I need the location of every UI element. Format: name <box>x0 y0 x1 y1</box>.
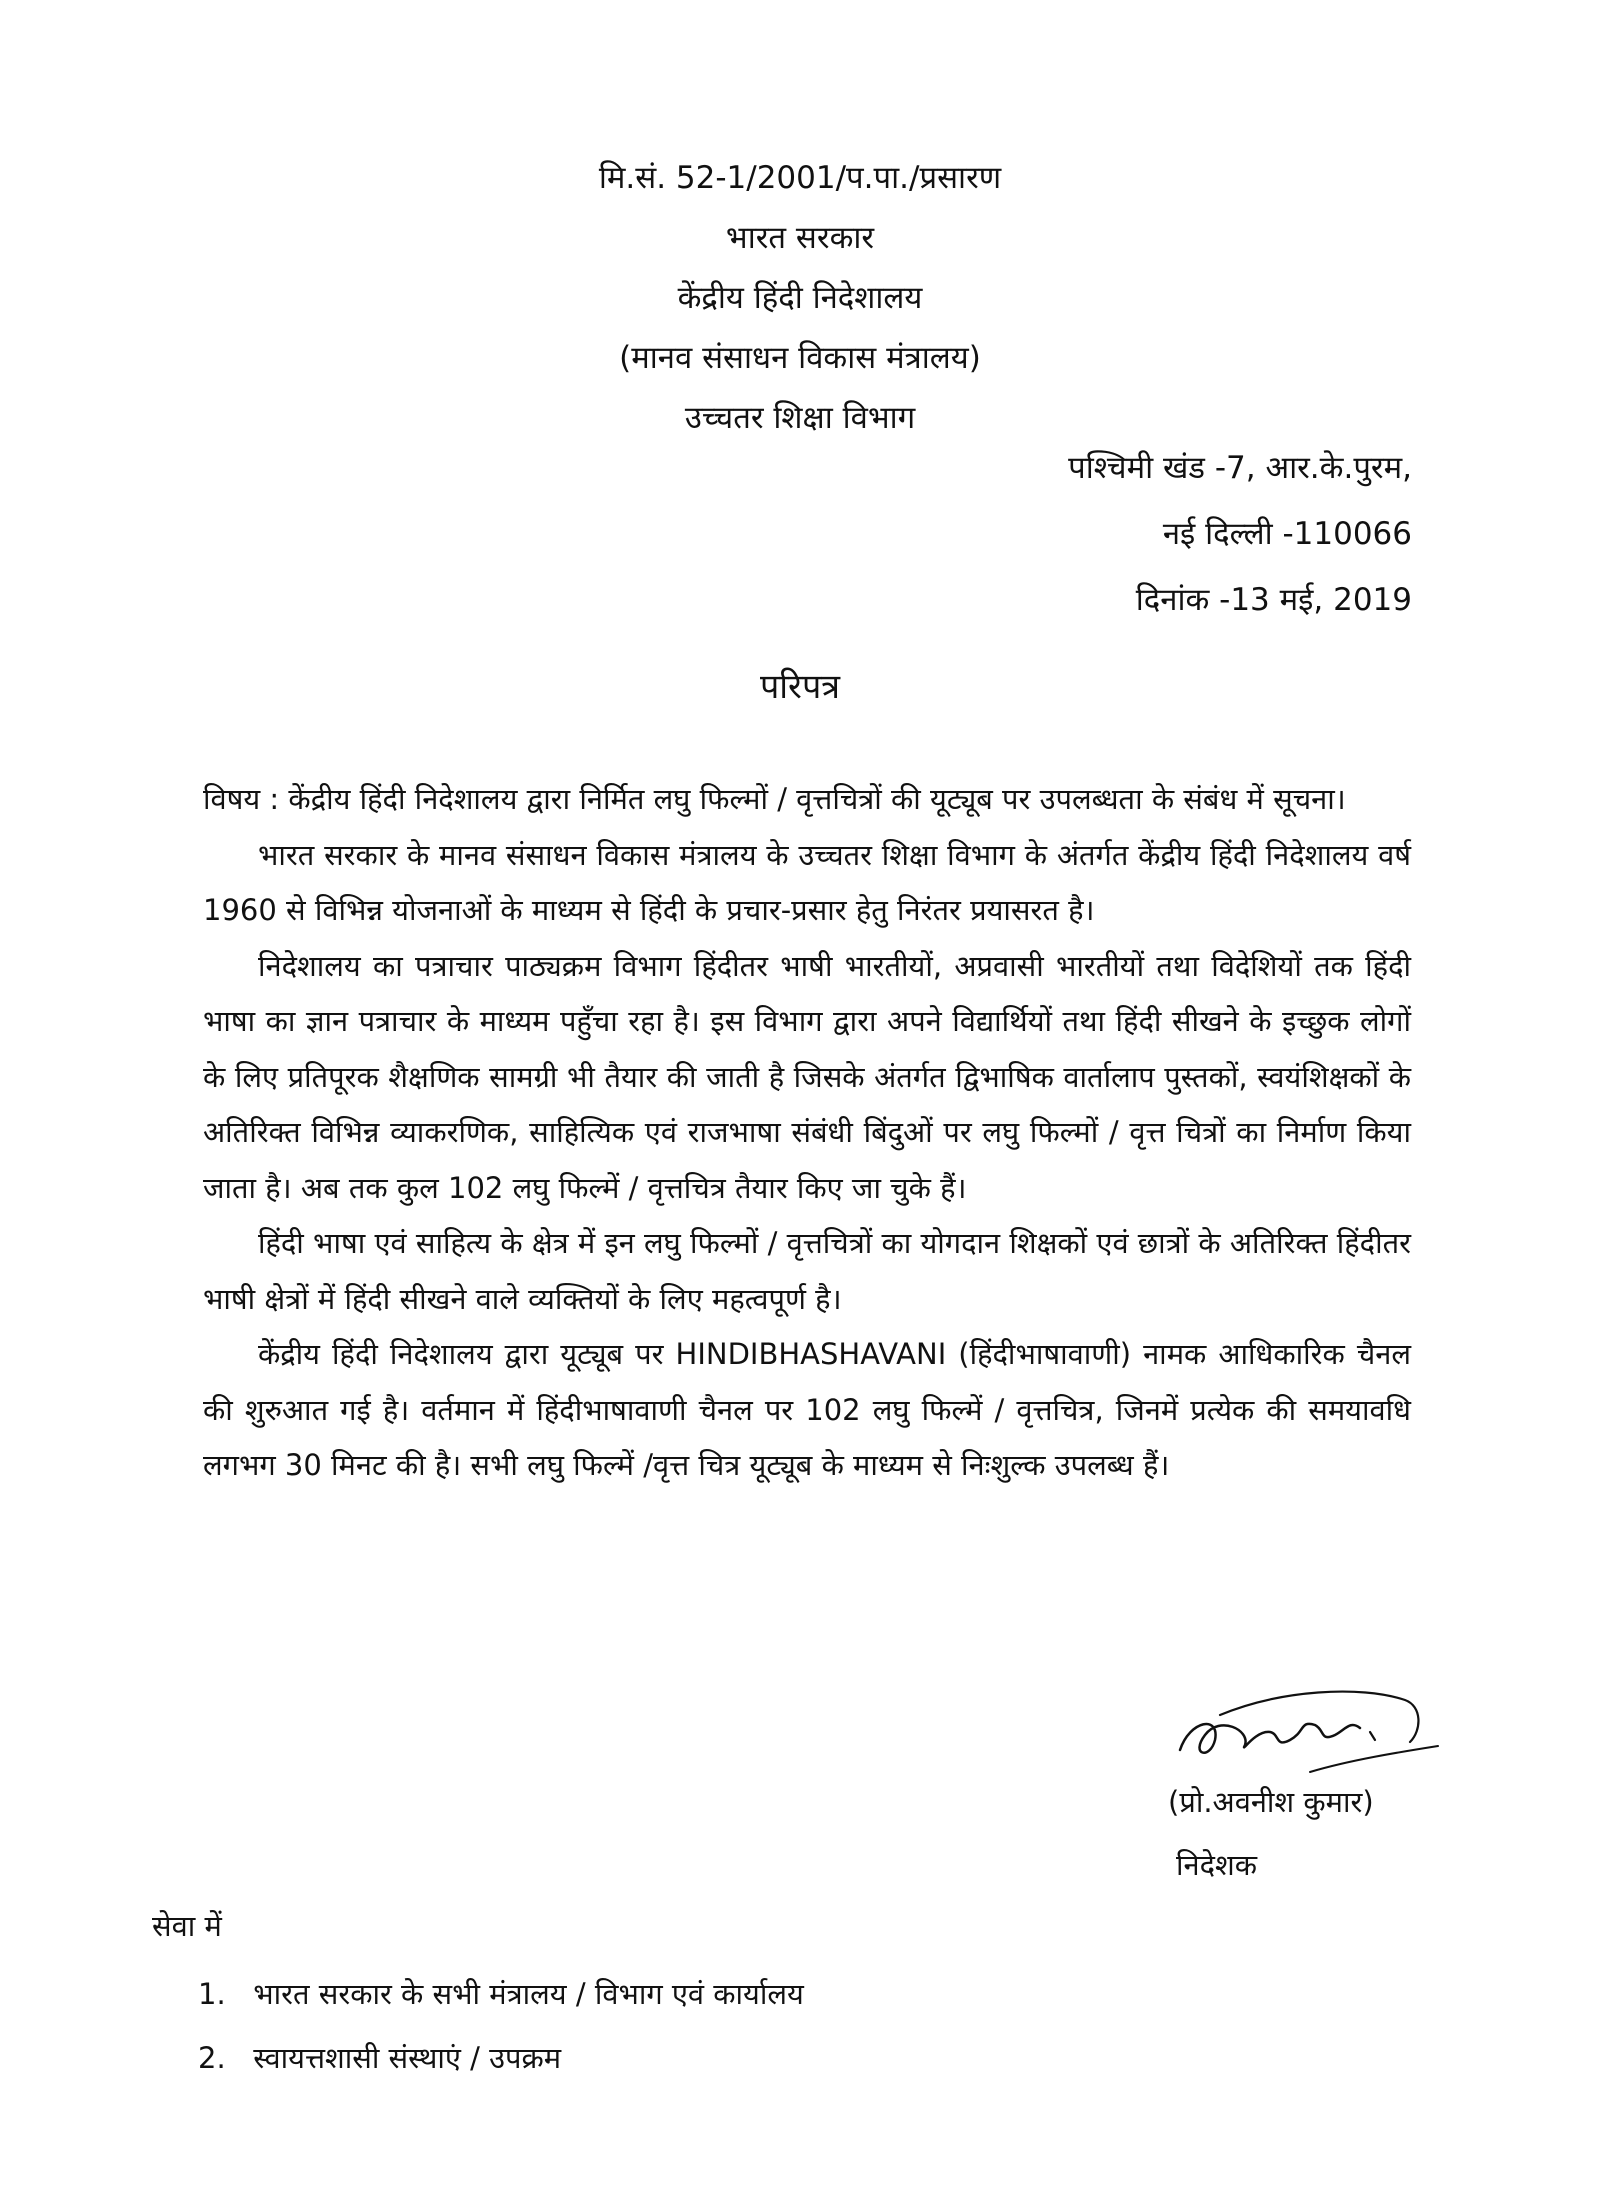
circular-title: परिपत्र <box>759 667 841 707</box>
list-item-number: 2. <box>198 2041 226 2075</box>
body-paragraph-3: हिंदी भाषा एवं साहित्य के क्षेत्र में इन लघु फिल्मों / वृत्तचित्रों का योगदान शिक्षकों एवं छात्रों के अतिरिक्त हिंदीतर भाषी क्षेत्रों में हिंदी सीखने वाले व्यक्तियों के लिए महत्वपूर्ण है। <box>203 1226 1411 1316</box>
circular-body <box>203 772 1411 1494</box>
signatory-designation: निदेशक <box>1176 1848 1257 1882</box>
handwritten-signature <box>1160 1660 1440 1780</box>
list-item <box>198 2026 804 2090</box>
distribution-list <box>198 1962 804 2090</box>
signatory-name: (प्रो.अवनीश कुमार) <box>1168 1785 1374 1819</box>
distribution-heading: सेवा में <box>152 1909 222 1943</box>
signature-block <box>1150 1660 1450 1910</box>
subject-line: विषय : केंद्रीय हिंदी निदेशालय द्वारा निर्मित लघु फिल्मों / वृत्तचित्रों की यूट्यूब पर उपलब्धता के संबंध में सूचना। <box>203 782 1346 816</box>
address-block <box>1068 435 1412 633</box>
address-line-1: पश्चिमी खंड -7, आर.के.पुरम, <box>1068 450 1412 486</box>
department-name: उच्चतर शिक्षा विभाग <box>684 400 916 436</box>
list-item-text: भारत सरकार के सभी मंत्रालय / विभाग एवं कार्यालय <box>253 1977 804 2011</box>
list-item-number: 1. <box>198 1977 226 2011</box>
address-line-2: नई दिल्ली -110066 <box>1162 516 1412 552</box>
government-name: भारत सरकार <box>725 220 875 256</box>
body-paragraph-2: निदेशालय का पत्राचार पाठ्यक्रम विभाग हिंदीतर भाषी भारतीयों, अप्रवासी भारतीयों तथा विदेशियों तक हिंदी भाषा का ज्ञान पत्राचार के माध्यम पहुँचा रहा है। इस विभाग द्वारा अपने विद्यार्थियों तथा हिंदी सीखने के इच्छुक लोगों के लिए प्रतिपूरक शैक्षणिक सामग्री भी तैयार की जाती है जिसके अंतर्गत द्विभाषिक वार्तालाप पुस्तकों, स्वयंशिक्षकों के अतिरिक्त विभिन्न व्याकरणिक, साहित्यिक एवं राजभाषा संबंधी बिंदुओं पर लघु फिल्मों / वृत्त चित्रों का निर्माण किया जाता है। अब तक कुल 102 लघु फिल्में / वृत्तचित्र तैयार किए जा चुके हैं। <box>203 948 1411 1205</box>
document-date: दिनांक -13 मई, 2019 <box>1135 582 1412 618</box>
body-paragraph-4: केंद्रीय हिंदी निदेशालय द्वारा यूट्यूब पर HINDIBHASHAVANI (हिंदीभाषावाणी) नामक आधिकारिक चैनल की शुरुआत गई है। वर्तमान में हिंदीभाषावाणी चैनल पर 102 लघु फिल्में / वृत्तचित्र, जिनमें प्रत्येक की समयावधि लगभग 30 मिनट की है। सभी लघु फिल्में /वृत्त चित्र यूट्यूब के माध्यम से निःशुल्क उपलब्ध हैं। <box>203 1337 1411 1482</box>
list-item-text: स्वायत्तशासी संस्थाएं / उपक्रम <box>253 2041 562 2075</box>
directorate-name: केंद्रीय हिंदी निदेशालय <box>677 280 923 316</box>
letterhead <box>500 148 1100 448</box>
file-number: मि.सं. 52-1/2001/प.पा./प्रसारण <box>598 160 1002 196</box>
list-item <box>198 1962 804 2026</box>
body-paragraph-1: भारत सरकार के मानव संसाधन विकास मंत्रालय के उच्चतर शिक्षा विभाग के अंतर्गत केंद्रीय हिंदी निदेशालय वर्ष 1960 से विभिन्न योजनाओं के माध्यम से हिंदी के प्रचार-प्रसार हेतु निरंतर प्रयासरत है। <box>203 837 1411 927</box>
ministry-name: (मानव संसाधन विकास मंत्रालय) <box>619 340 981 376</box>
